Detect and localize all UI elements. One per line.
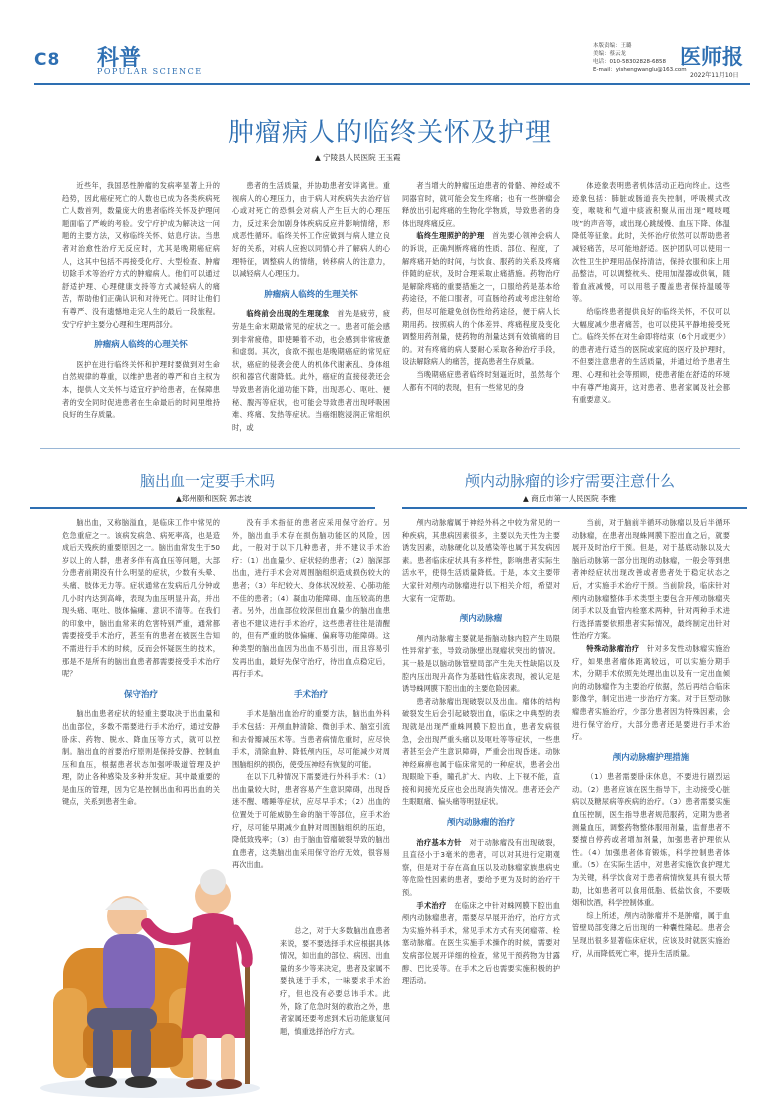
editor: 本版责编：王璐 [593, 43, 632, 49]
paragraph [572, 643, 730, 744]
publication-date: 2022年11月10日 [690, 72, 739, 79]
paragraph-text: 首先要心领神会病人的诉说，正确判断疼痛的性质、部位、程度，了解疼痛开始的时间，与饮食、服药的关系及疼痛伴随的症状，及时合理采取止痛措施。药物治疗是解除疼痛的重要措施之一，口服给药是基本给药途径，不能口服者，可直肠给药或考虑注射给药，但尽可能避免创伤性给药途径，便于病人长期用药。按照病人的个体差异、疼痛程度及变化调整用药剂量，使药物的剂量达到有效镇痛的目的。对有疼痛的病人要耐心采取各种治疗手段，设法解除病人的痛苦，提高患者生存质量。 [402, 231, 560, 367]
paragraph: 医护在进行临终关怀和护理时要做到对生命自然规律的尊重，以维护患者的尊严和自主权为本，提供人文关怀与适宜疗护给患者，在保障患者的安全同时促进患者在生命最后的时间里维持良好的生存质量。 [62, 359, 220, 420]
paragraph: 颅内动脉瘤属于神经外科之中较为常见的一种疾病，其患病因素很多，主要以先天性为主要诱发因素，动脉硬化以及感染等也属于其发病因素。患者临床症状具有多样性，影响患者实际生活水平，使得生活质量降低。于是，本文主要带大家针对颅内动脉瘤进行以下相关介绍，希望对大家有一定帮助。 [402, 518, 560, 603]
article2-title: 脑出血一定要手术吗 [140, 472, 276, 490]
paragraph [402, 230, 560, 369]
paragraph: （1）患者需要卧床休息，不要进行剧烈运动。（2）患者应该在医生指导下，主动接受心脏病以及糖尿病等疾病的治疗。（3）患者需要实施血压控制，医生指导患者规范服药，定期为患者测量血压，调整药物整体服用剂量，监督患者不要擅自停药或者增加剂量，加强患者护理依从性。（4）加强患者体育锻炼，科学控制患者体重。（5）在实际生活中，对患者实施饮食护理尤为关键，科学饮食对于患者病情恢复具有很大帮助，比如患者可以食用低脂、低盐饮食，不要吸烟和饮酒，科学控制体重。 [572, 772, 730, 908]
paragraph: 没有手术指征的患者应采用保守治疗。另外，脑出血手术存在损伤脑功能区的风险，因此，一般对于以下几种患者，并不建议手术治疗：（1）出血量少、症状轻的患者；（2）脑深部出血，进行手术会对周围脑组织造成损伤较大的患者；（3）年纪较大、身体状况较差、心肺功能不佳的患者；（4）凝血功能障碍、血压较高的患者。另外，出血部位较深但出血量少的脑出血患者也不建议进行手术治疗，这些患者往往是清醒的，但有严重的肢体偏瘫、偏麻等功能障碍。这种类型的脑出血因为出血不易引出，而且容易引发再出血，最好先保守治疗，待出血点稳定后，再行手术。 [232, 518, 390, 679]
article3-title: 颅内动脉瘤的诊疗需要注意什么 [465, 472, 676, 490]
paragraph-text: 在临床之中针对蛛网膜下腔出血颅内动脉瘤患者，需要尽早展开治疗，治疗方式为实施外科手术，常见手术方式有夹闭瘤蒂、栓塞动脉瘤。在医生实施手术操作的时候，需要对发病部位展开详细的检查，常见干预药物为甘露醇、巴比妥等。在手术之后也需要实施积极的护理活动。 [402, 900, 560, 986]
article3-byline: ▲ 商丘市第一人民医院 李雅 [523, 494, 617, 503]
article3-col2 [572, 517, 730, 1077]
paragraph [402, 900, 560, 988]
paragraph [402, 837, 560, 900]
paragraph: 体迹象表明患者机体活动正趋向终止。这些迹象包括：肺脏或肠道丧失控制，呼吸模式改变，喉咙和气道中痰液积聚从而出现“嘎吱嘎吱”的声音等，或出现心跳缓慢、血压下降、体温降低等征象。此时，关怀治疗依然可以帮助患者减轻痛苦，尽可能地舒适。医护团队可以使用一次性卫生护理用品保持清洁，保持衣服和床上用品整洁，可以调整枕头、使用加湿器或供氧，随着血液减慢，可以用毯子覆盖患者保持温暖等等。 [572, 181, 730, 304]
lead-in: 手术治疗 [416, 900, 447, 910]
masthead: 医师报 [680, 44, 743, 69]
article2-col2 [232, 517, 390, 870]
phone: 电话：010-58302828-6858 [593, 59, 666, 65]
elderly-couple-illustration-icon [35, 838, 280, 1100]
paragraph: 当晚期癌症患者临终时刻逼近时，虽然每个人都有不同的表现，但有一些常见的身 [402, 369, 560, 392]
editorial-info [593, 42, 693, 74]
paragraph: 给临终患者提供良好的临终关怀，不仅可以大幅度减少患者痛苦，也可以使其平静地接受死亡。临终关怀在对生命即将结束（6个月或更少）的患者进行适当的医院或家庭的医疗及护理时，不但要注意患者的生活质量，并通过给予患者生理、心理和社会等照顾，使患者能在舒适的环境中有尊严地离开，这对患者、患者家属及社会都有重要意义。 [572, 306, 730, 405]
article3-col1 [402, 517, 560, 1077]
article1-title: 肿瘤病人的临终关怀及护理 [227, 118, 552, 148]
paragraph: 手术是脑出血治疗的重要方法，脑出血外科手术包括：开颅血肿清除、微创手术、脑室引流和去骨瓣减压术等。当患者病情危重时，应尽快手术，清除血肿、降低颅内压，尽可能减少对周围脑组织的损伤，使受压神经有恢复的可能。 [232, 709, 390, 769]
subheading: 颅内动脉瘤护理措施 [612, 752, 690, 763]
paragraph: 在以下几种情况下需要进行外科手术：（1）出血量较大时，患者容易产生意识障碍，出现昏迷不醒、嗜睡等症状，应尽早手术；（2）出血的位置处于可能威胁生命的脑干等部位，应手术治疗，尽可能早期减少血肿对周围脑组织的压迫，降低致残率；（3）由于脑血管瘤破裂导致的脑出血患者，这类脑出血采用保守治疗无效，很容易再次出血。 [232, 772, 390, 870]
header-rule [34, 83, 750, 85]
paragraph-text: 对于动脉瘤没有出现破裂，且直径小于3毫米的患者，可以对其进行定期观察，但是对于存在高血压以及动脉瘤家族患病史等危险性因素的患者，要给予更为及时的治疗干预。 [402, 837, 560, 898]
paragraph-text: 针对多发性动脉瘤实施治疗，如果患者瘤体距离较远，可以实施分期手术，分期手术依照先处理出血以及有一定出血倾向的动脉瘤作为主要治疗依据，然后再结合临床影像学，制定出进一步治疗方案。对于巨型动脉瘤患者实施治疗，少部分患者因为特殊因素，会进行保守治疗，大部分患者还是要进行手术治疗。 [572, 643, 730, 742]
page-number: C8 [34, 50, 61, 70]
article3-title-rule [402, 507, 747, 509]
subheading: 颅内动脉瘤 [459, 614, 503, 625]
article1-col4 [572, 180, 730, 442]
subheading: 肿瘤病人临终的生理关怀 [264, 289, 358, 300]
subheading: 肿瘤病人临终的心理关怀 [94, 340, 188, 351]
paragraph: 患者动脉瘤出现破裂以及出血。瘤体的结构破裂发生后会引起破裂出血，临床之中典型的表现就是出现严重蛛网膜下腔出血，患者发病很急，会出现严重头痛以及呕吐等等症状，一些患者甚至会产生意识障碍，严重会出现昏迷。动脉神经麻痹也属于临床常见的一种症状，患者会出现眼睑下垂，瞳孔扩大、内收、上下视不能，直接和间接光反应也会出现消失情况。患者还会产生眼眶痛、偏头痛等明显症状。 [402, 696, 560, 807]
paragraph: 脑出血，又称脑溢血，是临床工作中常见的危急重症之一。该病发病急、病死率高，也是造成后天残疾的重要原因之一。脑出血常发生于50岁以上的人群，患者多伴有高血压等问题，大部分患者前期没有什么明显的症状，少数有头晕、头痛、肢体无力等。症状通常在发病后几分钟或几小时内达到高峰，表现为血压明显升高，并出现头痛、呕吐、肢体偏瘫、意识不清等。在我们的印象中，脑出血常来的危害特别严重，通常都需要接受手术治疗，甚至有的患者在被医生告知不需进行手术的时候，反而会怀疑医生的技术，那是不是所有的脑出血患者都需要接受手术治疗呢？ [62, 518, 220, 679]
paragraph: 颅内动脉瘤主要就是指脑动脉内腔产生局限性异常扩张，导致动脉壁出现瘤状突出的情况。其一般是以脑动脉管壁局部产生先天性缺陷以及腔内压出现升高作为基础性临床表现，被认定是诱导蛛网膜下腔出血的主要危险因素。 [402, 633, 560, 694]
email: E-mail：yishengwanglu@163.com [593, 67, 687, 73]
article1-col2 [232, 180, 390, 442]
paragraph: 者当增大的肿瘤压迫患者的骨骼、神经或不同器官时，就可能会发生疼痛；也有一些肿瘤会释放出引起疼痛的生物化学物质，导致患者的身体出现疼痛反应。 [402, 181, 560, 228]
article2-col1 [62, 517, 220, 865]
article2-title-rule [30, 507, 375, 509]
paragraph: 总之，对于大多数脑出血患者来说，要不要选择手术应根据具体情况，如出血的部位、病因、出血量的多少等来决定，患者及家属不要执迷于手术，一味要求手术治疗，但也没有必要总讳手术。此外，除了危急时刻的救治之外，患者家属还要考虑到术后功能康复问题，慎重选择治疗方式。 [280, 926, 390, 1036]
designer: 美编：蔡云龙 [593, 51, 627, 57]
lead-in: 治疗基本方针 [416, 837, 462, 847]
subheading: 颅内动脉瘤的治疗 [446, 818, 515, 829]
paragraph: 患者的生活质量，并协助患者安详离世。重视病人的心理压力，由于病人对疾病失去治疗信心或对死亡的恐惧会对病人产生巨大的心理压力，反过来会加剧身体疾病反应并影响情绪，形成恶性循环。临终关怀工作应做到与病人建立良好的关系，对病人应抱以同情心并了解病人的心理特征，调整病人的情绪，转移病人的注意力，以减轻病人心理压力。 [232, 181, 390, 279]
paragraph [232, 308, 390, 434]
lead-in: 临终生理照护的护理 [416, 231, 485, 241]
lead-in: 特殊动脉瘤治疗 [586, 643, 640, 653]
section-divider [40, 448, 740, 449]
lead-in: 临终前会出现的生理现象 [246, 309, 330, 319]
article1-col1 [62, 180, 220, 442]
article2-col2-tail [280, 925, 390, 1075]
subheading: 手术治疗 [293, 689, 328, 700]
paragraph-text: 首先是疲劳，疲劳是生命末期最常见的症状之一。患者可能会感到非常疲倦，即使睡着不动，也会感到非常疲惫和虚弱。其次，食欲不振也是晚期癌症的常见症状，癌症的侵袭会使人的机体代谢紊乱、身体组织和器官代谢降低。此外，癌症的直接侵袭还会导致患者消化道功能下降，出现恶心、呕吐、便秘、腹泻等症状，也可能会导致患者出现呼吸困难、疼痛、发热等症状。当癌细胞浸润正常组织时，或 [232, 309, 390, 432]
paragraph: 当前，对于脑前半循环动脉瘤以及后半循环动脉瘤，在患者出现蛛网膜下腔出血之后，就要展开及时治疗干预。但是，对于基底动脉以及大脑后动脉第一部分出现的动脉瘤，一般会等到患者神经症状出现改善或者患者处于稳定状态之后，才实施手术治疗干预。当前阶段，临床针对颅内动脉瘤整体手术类型主要包含开颅动脉瘤夹闭手术以及血管内栓塞术两种，针对两种手术进行选择需要依照患者实际情况，最终制定出针对性治疗方案。 [572, 518, 730, 641]
paragraph: 近些年，我国恶性肿瘤的发病率显著上升的趋势，因此癌症死亡的人数也已成为各类疾病死亡人数首列，数量庞大的患者临终关怀及护理问题面临了严峻的考验。安宁疗护成为解决这一问题的主要方法，又称临终关怀、姑息疗法。当患者对治愈性治疗无反应时，尤其是晚期癌症病人，这其中包括不再接受化疗、大型检查、肿瘤切除手术等治疗方式的肿瘤病人。他们可以通过舒适护理、心理健康支持等方式减轻病人的痛苦，帮助他们正确认识和对待死亡。同时让他们有尊严、没有遗憾地走完人生的最后一段旅程。安宁疗护主要分心理和生理两部分。 [62, 181, 220, 329]
article1-byline: ▲ 宁陵县人民医院 王玉霞 [315, 153, 401, 162]
paragraph: 综上所述，颅内动脉瘤并不是肿瘤，属于血管壁局部变薄之后出现的一种囊性隆起。患者会呈现出很多显著临床症状，应该及时就医实施治疗，从而降低死亡率，提升生活质量。 [572, 910, 730, 958]
paragraph: 脑出血患者症状的轻重主要取决于出血量和出血部位，多数不需要进行手术治疗，通过安静卧床、药物、脱水、降血压等方式，就可以控制。脑出血的首要治疗原则是保持安静、控制血压和血压，根据患者状态加强呼吸道管理及护理，防止各种感染及多种并发症。其中最重要的是血压的管理，因为它是控制出血和再出血的关键点，关系到患者生命。 [62, 709, 220, 807]
section-subtitle: POPULAR SCIENCE [97, 67, 203, 76]
section-title: 科普 [97, 46, 142, 71]
subheading: 保守治疗 [123, 689, 158, 700]
article2-byline: ▲郑州颐和医院 郭志波 [176, 494, 252, 503]
article1-col3 [402, 180, 560, 442]
